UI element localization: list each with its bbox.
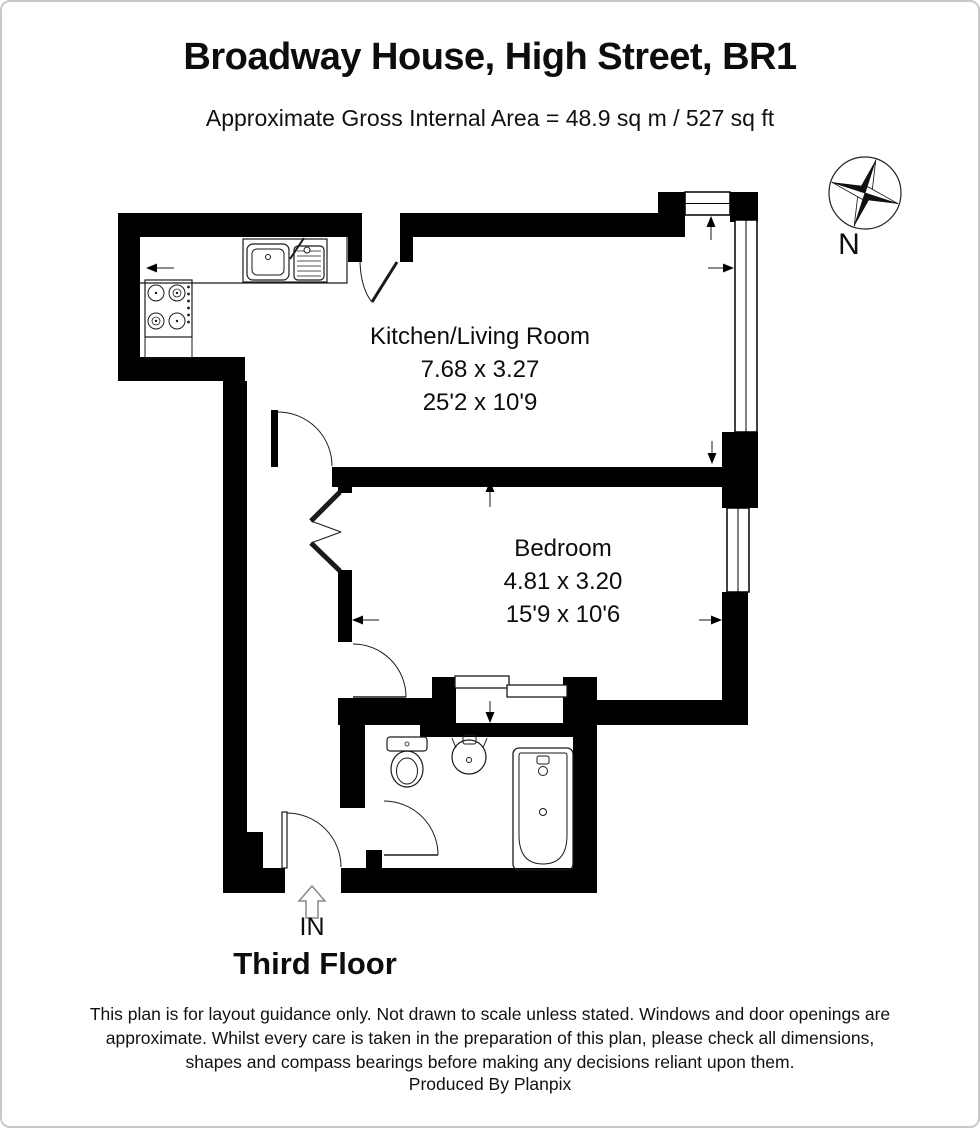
kitchen-fixtures	[140, 237, 347, 358]
kitchen-door	[271, 410, 332, 467]
sliding-door	[455, 676, 567, 697]
window-kitchen-right	[735, 220, 757, 432]
floor-label: Third Floor	[233, 946, 397, 981]
room-label-bedroom	[504, 532, 623, 631]
basin-icon	[452, 735, 487, 774]
dimension-arrow-right-kitchen	[708, 264, 734, 273]
entrance-door	[282, 812, 341, 868]
windows	[685, 192, 757, 592]
page-title: Broadway House, High Street, BR1	[183, 36, 797, 78]
compass-north-label: N	[838, 228, 860, 261]
bathroom-fixtures	[387, 735, 573, 870]
walls	[118, 192, 758, 893]
bedroom-double-door	[311, 492, 341, 571]
page-subtitle: Approximate Gross Internal Area = 48.9 sq m / 527 sq ft	[205, 105, 775, 131]
credit-text: Produced By Planpix	[408, 1074, 572, 1094]
dimension-arrow-up-kitchen	[707, 216, 716, 240]
dimension-arrow-down-bedroom	[486, 701, 495, 723]
bathroom-lobby-door	[353, 644, 406, 697]
dimension-arrow-left-kitchen	[146, 264, 174, 273]
entrance-label: IN	[299, 913, 325, 941]
room-name: Kitchen/Living Room	[369, 323, 591, 350]
room-size-metric: 7.68 x 3.27	[420, 356, 540, 383]
window-top	[685, 192, 730, 215]
dimension-arrow-down-kitchen	[708, 441, 717, 464]
hob-icon	[145, 280, 192, 358]
bathroom-door	[384, 801, 438, 855]
balcony-door	[360, 262, 397, 302]
dimension-arrow-right-bedroom	[699, 616, 722, 625]
toilet-icon	[387, 737, 427, 787]
room-size-imperial: 25'2 x 10'9	[422, 389, 538, 416]
window-bedroom-right	[727, 508, 749, 592]
bathtub-icon	[513, 748, 573, 870]
room-name: Bedroom	[514, 535, 612, 562]
kitchen-sink-icon	[243, 238, 327, 282]
disclaimer-text: This plan is for layout guidance only. Not drawn to scale unless stated. Windows and door openings are approximate. Whilst every care is taken in the preparation of this plan, please check all dimensions, shapes and compass bearings before making any decisions reliant upon them.	[89, 1004, 891, 1072]
dimension-arrow-left-bedroom	[352, 616, 379, 625]
room-label-kitchen-living	[370, 320, 590, 419]
room-size-imperial: 15'9 x 10'6	[505, 601, 621, 628]
room-size-metric: 4.81 x 3.20	[503, 568, 623, 595]
compass-rose-icon	[821, 149, 909, 237]
